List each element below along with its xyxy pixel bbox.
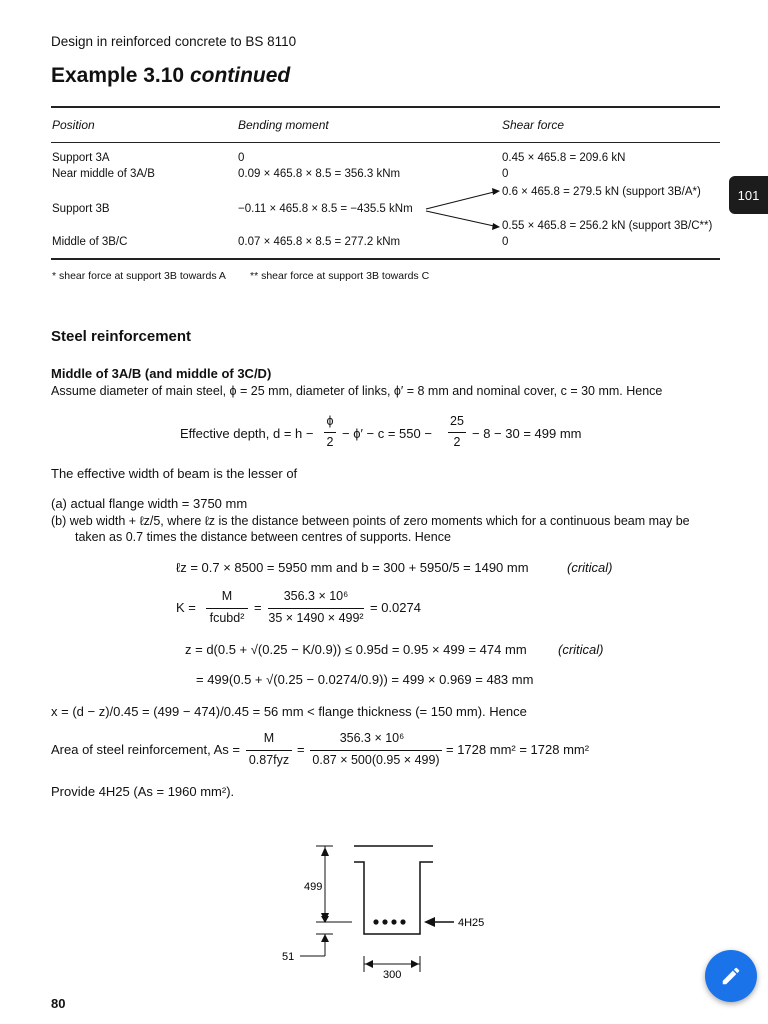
k-result: = 0.0274 (370, 600, 421, 615)
bar-leader-arrow (424, 917, 435, 927)
item-b-line1: (b) web width + ℓz/5, where ℓz is the distance between points of zero moments which for a continuous beam may be (51, 514, 690, 528)
table-cell-position: Middle of 3B/C (52, 236, 128, 248)
provide-text: Provide 4H25 (As = 1960 mm²). (51, 784, 235, 799)
title-main: Example 3.10 (51, 64, 185, 87)
rebar-dot (391, 919, 396, 924)
item-a: (a) actual flange width = 3750 mm (51, 496, 248, 511)
eff-end: − 8 − 30 = 499 mm (472, 426, 582, 441)
dim-label-51: 51 (282, 951, 295, 963)
subsection-heading: Middle of 3A/B (and middle of 3C/D) (51, 366, 272, 381)
table-cell-shear: 0 (502, 236, 509, 248)
dim-arrow (321, 847, 329, 856)
dim-arrow (365, 960, 373, 968)
dim-arrow (411, 960, 419, 968)
chapter-tab: 101 (729, 176, 768, 214)
table-bottom-rule (51, 258, 720, 260)
table-cell-position: Support 3B (52, 203, 110, 215)
frac-bar (448, 432, 466, 433)
arrow-head-upper (492, 188, 500, 195)
rebar-dot (373, 919, 378, 924)
k-eq: = (254, 600, 262, 615)
table-cell-shear: 0.45 × 465.8 = 209.6 kN (502, 152, 626, 164)
table-cell-position: Support 3A (52, 152, 110, 164)
as-den2: 0.87 × 500(0.95 × 499) (312, 753, 440, 767)
as-result: = 1728 mm² = 1728 mm² (446, 742, 590, 757)
eff-depth-lhs: Effective depth, d = h − (180, 426, 314, 441)
rebar-dot (382, 919, 387, 924)
eff-25: 25 (450, 414, 464, 428)
table-cell-moment: 0.09 × 465.8 × 8.5 = 356.3 kNm (238, 168, 401, 180)
frac-bar (310, 750, 442, 751)
running-head: Design in reinforced concrete to BS 8110 (51, 34, 297, 49)
eff-two: 2 (326, 435, 334, 449)
table-cell-shear: 0.6 × 465.8 = 279.5 kN (support 3B/A*) (502, 186, 701, 198)
eff-phi: ϕ (326, 414, 334, 428)
beam-section-diagram (270, 838, 500, 980)
as-eq: = (297, 742, 305, 757)
k-num2: 356.3 × 10⁶ (283, 589, 349, 603)
arrow-line-lower (426, 211, 494, 226)
item-b-line2: taken as 0.7 times the distance between centres of supports. Hence (75, 530, 451, 544)
dim-label-300: 300 (383, 969, 402, 980)
z-equation-2: = 499(0.5 + √(0.25 − 0.0274/0.9)) = 499 × 0.969 = 483 mm (196, 672, 534, 687)
eff-mid: − ϕ′ − c = 550 − (342, 426, 432, 441)
edit-fab-button[interactable] (705, 950, 757, 1002)
col-header-moment: Bending moment (238, 118, 329, 132)
shear-split-arrows (424, 184, 504, 234)
table-cell-moment: 0 (238, 152, 245, 164)
critical-note: (critical) (567, 560, 613, 575)
table-top-rule (51, 106, 720, 108)
eff-two-2: 2 (453, 435, 461, 449)
page-number: 80 (51, 996, 66, 1011)
as-den1: 0.87fyz (248, 753, 290, 767)
footnote-c: ** shear force at support 3B towards C (250, 270, 430, 282)
pencil-icon (720, 965, 742, 987)
table-cell-shear: 0 (502, 168, 509, 180)
arrow-head-lower (492, 223, 500, 230)
table-header-rule (51, 142, 720, 143)
table-cell-moment: 0.07 × 465.8 × 8.5 = 277.2 kNm (238, 236, 401, 248)
z-critical-note: (critical) (558, 642, 604, 657)
bar-label: 4H25 (458, 917, 485, 929)
footnote-a: * shear force at support 3B towards A (52, 270, 226, 282)
lz-equation: ℓz = 0.7 × 8500 = 5950 mm and b = 300 + 5950/5 = 1490 mm (176, 560, 529, 575)
z-equation-1: z = d(0.5 + √(0.25 − K/0.9)) ≤ 0.95d = 0.95 × 499 = 474 mm (185, 642, 527, 657)
rebar-dot (400, 919, 405, 924)
k-den2: 35 × 1490 × 499² (268, 611, 364, 625)
dim-arrow (321, 934, 329, 942)
frac-bar (246, 750, 292, 751)
k-num1: M (221, 589, 233, 603)
frac-bar (206, 608, 248, 609)
title-continued: continued (189, 64, 291, 87)
as-num2: 356.3 × 10⁶ (339, 731, 405, 745)
frac-bar (268, 608, 364, 609)
k-lhs: K = (176, 600, 196, 615)
col-header-position: Position (52, 118, 95, 132)
col-header-shear: Shear force (502, 118, 565, 132)
section-heading: Steel reinforcement (51, 328, 192, 345)
k-den1: fcubd² (209, 611, 245, 625)
table-cell-position: Near middle of 3A/B (52, 168, 155, 180)
as-lhs: Area of steel reinforcement, As = (51, 742, 240, 757)
assume-text: Assume diameter of main steel, ϕ = 25 mm, diameter of links, ϕ′ = 8 mm and nominal cover, c = 30 mm. Hence (51, 384, 663, 398)
x-equation: x = (d − z)/0.45 = (499 − 474)/0.45 = 56 mm < flange thickness (= 150 mm). Hence (51, 704, 527, 719)
dim-label-499: 499 (304, 881, 323, 893)
as-num1: M (263, 731, 275, 745)
example-title (51, 64, 290, 88)
frac-bar (324, 432, 336, 433)
table-cell-shear: 0.55 × 465.8 = 256.2 kN (support 3B/C**) (502, 220, 713, 232)
table-cell-moment: −0.11 × 465.8 × 8.5 = −435.5 kNm (238, 203, 413, 215)
arrow-line-upper (426, 192, 494, 209)
eff-width-intro: The effective width of beam is the lesser of (51, 466, 298, 481)
